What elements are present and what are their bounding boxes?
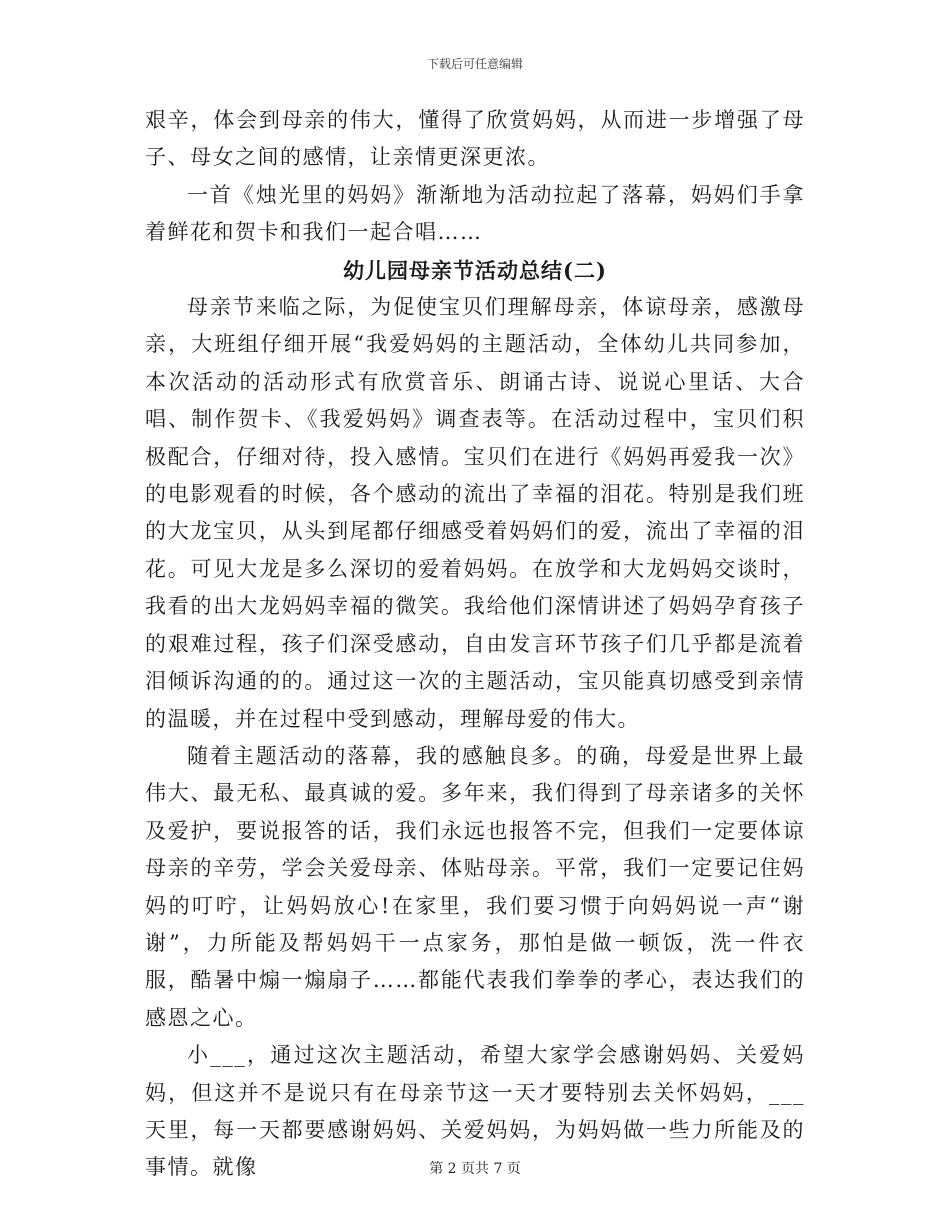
- paragraph: 母亲节来临之际，为促使宝贝们理解母亲，体谅母亲，感激母亲，大班组仔细开展“我爱妈妈的主题活动，全体幼儿共同参加，本次活动的活动形式有欣赏音乐、朗诵古诗、说说心里话、大合唱、制作贺卡、《我爱妈妈》调查表等。在活动过程中，宝贝们积极配合，仔细对待，投入感情。宝贝们在进行《妈妈再爱我一次》的电影观看的时候，各个感动的流出了幸福的泪花。特别是我们班的大龙宝贝，从头到尾都仔细感受着妈妈们的爱，流出了幸福的泪花。可见大龙是多么深切的爱着妈妈。在放学和大龙妈妈交谈时，我看的出大龙妈妈幸福的微笑。我给他们深情讲述了妈妈孕育孩子的艰难过程，孩子们深受感动，自由发言环节孩子们几乎都是流着泪倾诉沟通的的。通过这一次的主题活动，宝贝能真切感受到亲情的温暖，并在过程中受到感动，理解母爱的伟大。: [145, 295, 805, 731]
- paragraph: 随着主题活动的落幕，我的感触良多。的确，母爱是世界上最伟大、最无私、最真诚的爱。多年来，我们得到了母亲诸多的关怀及爱护，要说报答的话，我们永远也报答不完，但我们一定要体谅母亲的辛劳，学会关爱母亲、体贴母亲。平常，我们一定要记住妈妈的叮咛，让妈妈放心!在家里，我们要习惯于向妈妈说一声“谢谢”，力所能及帮妈妈干一点家务，那怕是做一顿饭，洗一件衣服，酷暑中煽一煽扇子……都能代表我们拳拳的孝心，表达我们的感恩之心。: [145, 743, 805, 1030]
- paragraph: 一首《烛光里的妈妈》渐渐地为活动拉起了落幕，妈妈们手拿着鲜花和贺卡和我们一起合唱……: [145, 182, 805, 245]
- paragraph-continuation: 艰辛，体会到母亲的伟大，懂得了欣赏妈妈，从而进一步增强了母子、母女之间的感情，让亲情更深更浓。: [145, 108, 805, 170]
- document-body: [145, 102, 805, 1187]
- page-footer: 第 2 页共 7 页: [429, 1161, 521, 1177]
- section-title: 幼儿园母亲节活动总结(二): [343, 257, 607, 283]
- paragraph: 小___，通过这次主题活动，希望大家学会感谢妈妈、关爱妈妈，但这并不是说只有在母亲节这一天才要特别去关怀妈妈，___天里，每一天都要感谢妈妈、关爱妈妈，为妈妈做一些力所能及的事情。就像: [145, 1043, 805, 1180]
- page-header: 下载后可任意编辑: [426, 57, 523, 71]
